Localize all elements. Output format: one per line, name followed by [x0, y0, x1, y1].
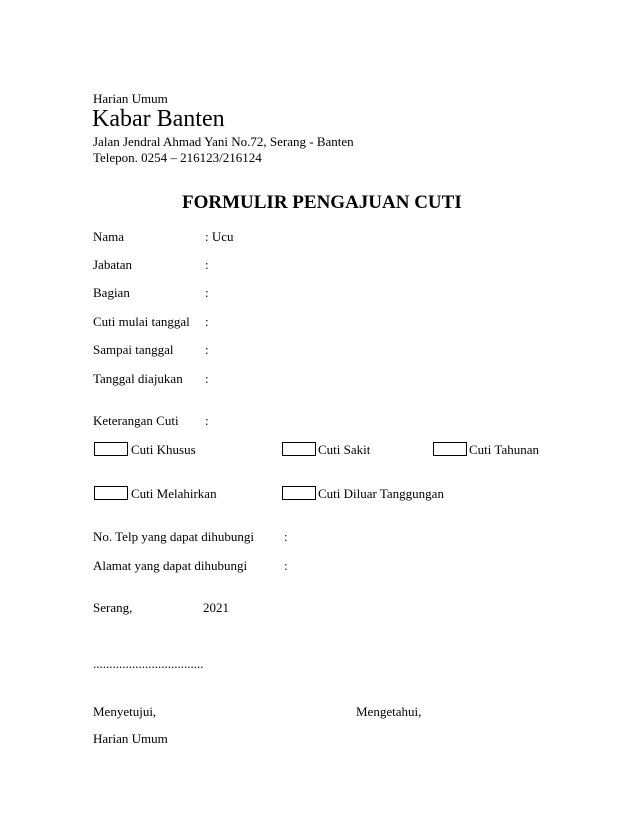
- field-value-sampai: :: [205, 342, 209, 357]
- keterangan-value: :: [205, 413, 209, 428]
- option-label-cuti-sakit: Cuti Sakit: [318, 442, 371, 457]
- contact-phone-value: :: [284, 529, 288, 544]
- form-title: FORMULIR PENGAJUAN CUTI: [182, 192, 462, 213]
- field-label-bagian: Bagian: [93, 285, 130, 300]
- checkbox-cuti-sakit[interactable]: [282, 442, 316, 456]
- field-value-bagian: :: [205, 285, 209, 300]
- field-value-cuti-mulai: :: [205, 314, 209, 329]
- checkbox-cuti-khusus[interactable]: [94, 442, 128, 456]
- publisher-name: Kabar Banten: [92, 106, 225, 132]
- year-label: 2021: [203, 600, 229, 615]
- field-value-nama: : Ucu: [205, 229, 234, 244]
- publisher-phone: Telepon. 0254 – 216123/216124: [93, 150, 262, 165]
- field-label-cuti-mulai: Cuti mulai tanggal: [93, 314, 190, 329]
- checkbox-cuti-diluar-tanggungan[interactable]: [282, 486, 316, 500]
- contact-address-value: :: [284, 558, 288, 573]
- acknowledged-label: Mengetahui,: [356, 704, 422, 719]
- option-label-cuti-melahirkan: Cuti Melahirkan: [131, 486, 217, 501]
- publisher-address: Jalan Jendral Ahmad Yani No.72, Serang - Banten: [93, 134, 354, 149]
- approved-label: Menyetujui,: [93, 704, 157, 719]
- contact-address-label: Alamat yang dapat dihubungi: [93, 558, 248, 573]
- option-label-cuti-diluar-tanggungan: Cuti Diluar Tanggungan: [318, 486, 444, 501]
- place-label: Serang,: [93, 600, 133, 615]
- field-value-jabatan: :: [205, 257, 209, 272]
- option-label-cuti-khusus: Cuti Khusus: [131, 442, 196, 457]
- checkbox-cuti-melahirkan[interactable]: [94, 486, 128, 500]
- option-label-cuti-tahunan: Cuti Tahunan: [469, 442, 539, 457]
- checkbox-cuti-tahunan[interactable]: [433, 442, 467, 456]
- approver-org: Harian Umum: [93, 731, 168, 746]
- field-label-jabatan: Jabatan: [93, 257, 132, 272]
- field-label-sampai: Sampai tanggal: [93, 342, 174, 357]
- field-value-diajukan: :: [205, 371, 209, 386]
- publisher-type: Harian Umum: [93, 91, 168, 106]
- field-label-diajukan: Tanggal diajukan: [93, 371, 183, 386]
- contact-phone-label: No. Telp yang dapat dihubungi: [93, 529, 254, 544]
- keterangan-label: Keterangan Cuti: [93, 413, 179, 428]
- signature-line: ..................................: [93, 656, 204, 671]
- field-label-nama: Nama: [93, 229, 125, 244]
